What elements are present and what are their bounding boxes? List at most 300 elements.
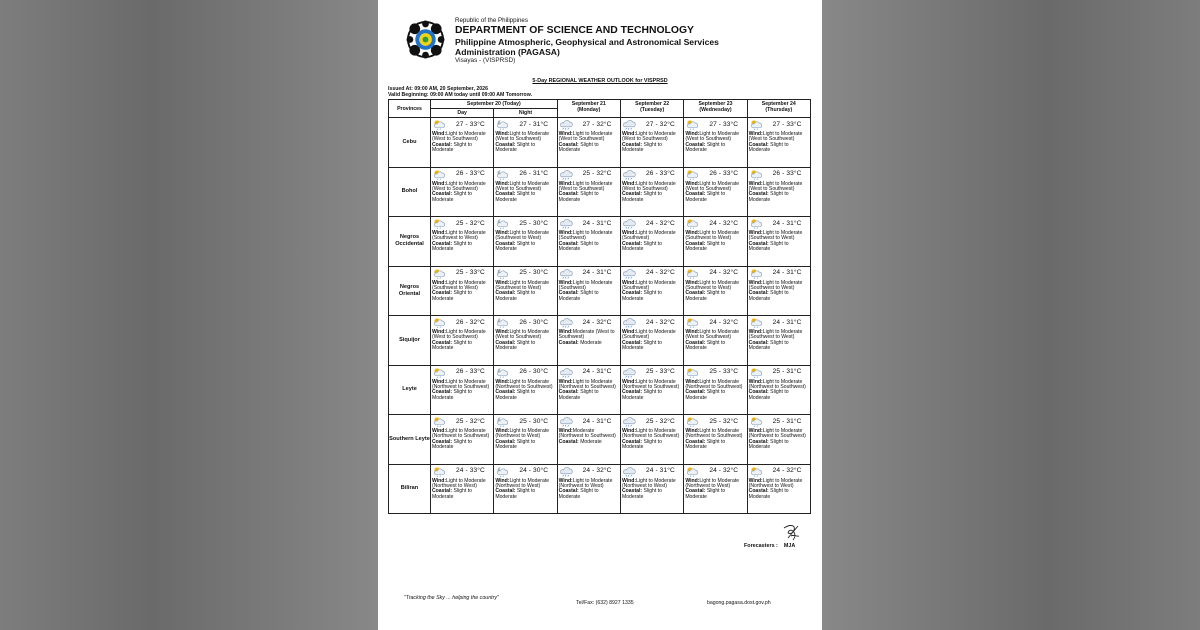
forecast-cell-day-1	[557, 316, 620, 366]
rain-cloud-icon	[622, 169, 636, 180]
forecast-cell-night	[494, 316, 557, 366]
coastal-value: Slight to Moderate	[432, 488, 472, 500]
wind-value: Light to Moderate (Northwest to West)	[685, 477, 740, 489]
coastal-label: Coastal:	[432, 290, 453, 297]
coastal-text	[559, 192, 619, 203]
wind-value: Light to Moderate (West to Southwest)	[685, 329, 740, 341]
forecast-cell-day-2	[620, 415, 683, 465]
agency-name-line1: Philippine Atmospheric, Geophysical and Astronomical Services	[455, 37, 719, 47]
province-name: Negros Oriental	[389, 266, 431, 316]
coastal-label: Coastal:	[748, 438, 769, 445]
wind-label: Wind:	[621, 477, 637, 484]
rain-cloud-icon	[622, 416, 636, 427]
date-header-3	[684, 100, 747, 118]
forecast-cell-day	[431, 365, 494, 415]
wind-value: Light to Moderate (Northwest to West)	[621, 477, 676, 489]
temperature-range: 27 - 33°C	[772, 120, 802, 128]
wind-label: Wind:	[685, 477, 700, 484]
partly-cloudy-rain-icon	[749, 317, 763, 328]
forecast-cell-day-4	[747, 217, 810, 267]
wind-value: Light to Moderate (Southwest to West)	[432, 279, 486, 291]
partly-cloudy-rain-icon	[749, 218, 763, 229]
coastal-value: Slight to Moderate	[685, 290, 726, 302]
wind-label: Wind:	[495, 378, 510, 385]
wind-value: Light to Moderate (Southwest to West)	[748, 329, 803, 341]
rain-cloud-icon	[622, 317, 636, 328]
table-row	[389, 118, 811, 168]
wind-label: Wind:	[621, 180, 637, 187]
temperature-range: 26 - 32°C	[456, 318, 485, 326]
coastal-text	[559, 390, 619, 401]
forecast-cell-day-4	[747, 167, 810, 217]
coastal-text	[685, 341, 745, 352]
forecast-cell-day-2	[620, 266, 683, 316]
coastal-value: Slight to Moderate	[495, 191, 536, 203]
coastal-label: Coastal:	[495, 339, 516, 346]
wind-value: Light to Moderate (Northwest to Southwest)	[621, 378, 680, 390]
forecast-cell-day-1	[557, 266, 620, 316]
coastal-label: Coastal:	[558, 141, 579, 148]
coastal-text	[432, 192, 492, 203]
temperature-range: 26 - 33°C	[709, 170, 739, 178]
wind-label: Wind:	[495, 329, 510, 335]
wind-value: Light to Moderate (Southwest to West)	[432, 230, 486, 242]
partly-cloudy-rain-icon	[749, 268, 763, 279]
partly-cloudy-rain-icon	[432, 218, 446, 229]
partly-cloudy-rain-icon	[432, 119, 446, 130]
coastal-value: Slight to Moderate	[748, 240, 789, 253]
coastal-text	[559, 242, 619, 253]
coastal-label: Coastal:	[685, 240, 706, 247]
department-name: DEPARTMENT OF SCIENCE AND TECHNOLOGY	[455, 25, 694, 36]
coastal-value: Slight to Moderate	[621, 438, 662, 451]
wind-label: Wind:	[685, 378, 700, 385]
rain-cloud-icon	[559, 169, 573, 180]
coastal-label: Coastal:	[621, 141, 643, 148]
weekday-label: (Wednesday)	[699, 107, 732, 113]
coastal-label: Coastal:	[495, 191, 516, 198]
partly-cloudy-rain-icon	[749, 169, 763, 180]
wind-value: Light to Moderate (Northwest to West)	[495, 477, 550, 489]
temperature-range: 24 - 31°C	[582, 417, 612, 425]
temperature-range: 24 - 32°C	[645, 269, 675, 277]
temperature-range: 24 - 31°C	[772, 219, 802, 227]
coastal-value: Moderate	[580, 438, 602, 445]
forecast-cell-day-3	[684, 118, 747, 168]
agency-name-line2: Administration (PAGASA)	[455, 47, 560, 57]
coastal-value: Slight to Moderate	[621, 191, 662, 203]
coastal-label: Coastal:	[685, 488, 706, 495]
wind-value: Light to Moderate (West to Southwest)	[685, 131, 740, 143]
coastal-label: Coastal:	[432, 339, 453, 346]
temperature-range: 27 - 33°C	[456, 120, 485, 128]
temperature-range: 24 - 32°C	[709, 467, 739, 475]
coastal-value: Slight to Moderate	[748, 438, 789, 451]
coastal-value: Slight to Moderate	[558, 290, 599, 302]
province-name: Cebu	[389, 118, 431, 168]
rain-cloud-icon	[622, 119, 636, 130]
forecast-cell-day-4	[747, 266, 810, 316]
wind-label: Wind:	[495, 477, 510, 484]
wind-label: Wind:	[558, 428, 573, 434]
coastal-value: Slight to Moderate	[748, 141, 789, 154]
coastal-label: Coastal:	[558, 339, 579, 346]
coastal-label: Coastal:	[621, 438, 643, 445]
coastal-label: Coastal:	[621, 240, 643, 247]
wind-value: Light to Moderate (Southwest)	[621, 329, 676, 341]
temperature-range: 24 - 31°C	[582, 219, 612, 227]
night-rain-icon	[495, 119, 509, 130]
valid-beginning: Valid Beginning: 09:00 AM today until 09:00 AM Tomorrow.	[388, 92, 533, 99]
coastal-text	[559, 291, 619, 302]
wind-value: Light to Moderate (Northwest to Southwest)	[621, 428, 680, 440]
wind-value: Light to Moderate (Northwest to West)	[748, 477, 803, 489]
temperature-range: 27 - 32°C	[645, 120, 675, 128]
coastal-text	[685, 192, 745, 203]
wind-label: Wind:	[495, 131, 510, 137]
coastal-value: Slight to Moderate	[685, 389, 726, 401]
forecast-cell-day-4	[747, 316, 810, 366]
wind-value: Light to Moderate (Southwest to West)	[495, 279, 550, 291]
forecast-cell-night	[494, 464, 557, 514]
wind-label: Wind:	[748, 329, 763, 335]
document-page	[378, 0, 822, 630]
coastal-value: Slight to Moderate	[495, 141, 536, 154]
coastal-label: Coastal:	[558, 240, 579, 247]
signature-mark	[780, 522, 802, 544]
wind-value: Light to Moderate (Northwest to Southwest)	[432, 378, 490, 390]
coastal-text	[685, 242, 745, 253]
wind-label: Wind:	[558, 329, 573, 335]
coastal-label: Coastal:	[748, 488, 769, 495]
coastal-label: Coastal:	[495, 240, 516, 247]
wind-label: Wind:	[432, 131, 447, 137]
temperature-range: 25 - 31°C	[772, 417, 802, 425]
coastal-value: Slight to Moderate	[621, 141, 662, 154]
coastal-value: Slight to Moderate	[432, 191, 472, 203]
forecast-cell-night	[494, 266, 557, 316]
wind-label: Wind:	[432, 180, 447, 187]
coastal-text	[495, 390, 555, 401]
temperature-range: 26 - 33°C	[456, 170, 485, 178]
forecast-cell-day-3	[684, 266, 747, 316]
forecast-cell-day-1	[557, 464, 620, 514]
date-label: September 24	[761, 101, 796, 107]
wind-value: Light to Moderate (Southwest)	[621, 230, 676, 242]
coastal-value: Slight to Moderate	[432, 339, 472, 352]
partly-cloudy-rain-icon	[432, 317, 446, 328]
coastal-text	[622, 242, 682, 253]
forecast-cell-day-4	[747, 365, 810, 415]
coastal-text	[749, 242, 809, 253]
weather-outlook-table	[388, 99, 811, 514]
coastal-text	[495, 440, 555, 451]
temperature-range: 24 - 31°C	[582, 269, 612, 277]
coastal-text	[749, 341, 809, 352]
table-row	[389, 415, 811, 465]
temperature-range: 25 - 33°C	[709, 368, 739, 376]
wind-label: Wind:	[685, 428, 700, 434]
weekday-label: (Thursday)	[765, 107, 793, 113]
coastal-value: Slight to Moderate	[748, 290, 789, 302]
partly-cloudy-rain-icon	[749, 416, 763, 427]
date-header-2	[620, 100, 683, 118]
wind-label: Wind:	[432, 279, 447, 286]
coastal-text	[622, 192, 682, 203]
forecast-cell-night	[494, 167, 557, 217]
partly-cloudy-rain-icon	[685, 268, 699, 279]
wind-label: Wind:	[685, 131, 700, 137]
forecast-cell-night	[494, 118, 557, 168]
coastal-value: Slight to Moderate	[748, 389, 789, 401]
province-name: Siquijor	[389, 316, 431, 366]
wind-value: Light to Moderate (Northwest to Southwest)	[432, 428, 490, 440]
wind-value: Light to Moderate (Southwest to West)	[685, 230, 740, 242]
wind-value: Light to Moderate (Northwest to Southwest)	[748, 428, 806, 440]
temperature-range: 24 - 32°C	[582, 467, 612, 475]
today-date: September 20 (Today)	[466, 101, 521, 107]
wind-value: Light to Moderate (Southwest)	[558, 230, 613, 242]
coastal-value: Slight to Moderate	[495, 240, 536, 253]
rain-cloud-icon	[622, 466, 636, 477]
wind-label: Wind:	[558, 378, 573, 385]
wind-label: Wind:	[432, 428, 447, 434]
temperature-range: 24 - 32°C	[772, 467, 802, 475]
province-name: Biliran	[389, 464, 431, 514]
coastal-text	[495, 489, 555, 500]
coastal-value: Slight to Moderate	[495, 488, 536, 500]
wind-label: Wind:	[685, 230, 700, 236]
temperature-range: 26 - 33°C	[645, 170, 675, 178]
coastal-text	[432, 143, 492, 154]
region-name: Visayas - (VISPRSD)	[455, 57, 516, 64]
night-rain-icon	[495, 367, 509, 378]
wind-label: Wind:	[621, 131, 637, 137]
temperature-range: 26 - 30°C	[519, 318, 549, 326]
wind-value: Light to Moderate (West to Southwest)	[495, 329, 550, 341]
coastal-text	[749, 489, 809, 500]
forecast-cell-day	[431, 415, 494, 465]
wind-label: Wind:	[558, 131, 573, 137]
temperature-range: 24 - 30°C	[519, 467, 549, 475]
rain-cloud-icon	[559, 218, 573, 229]
wind-value: Light to Moderate (West to Southwest)	[432, 329, 486, 341]
date-label: September 23	[698, 101, 733, 107]
forecast-cell-night	[494, 217, 557, 267]
coastal-label: Coastal:	[495, 438, 516, 445]
wind-label: Wind:	[558, 279, 573, 286]
partly-cloudy-rain-icon	[685, 169, 699, 180]
coastal-label: Coastal:	[748, 389, 769, 396]
coastal-text	[749, 390, 809, 401]
temperature-range: 25 - 33°C	[456, 269, 485, 277]
coastal-value: Slight to Moderate	[621, 290, 662, 302]
temperature-range: 25 - 32°C	[456, 417, 485, 425]
coastal-text	[432, 390, 492, 401]
date-label: September 21	[571, 101, 606, 107]
wind-value: Light to Moderate (Northwest to Southwest)	[748, 378, 806, 390]
temperature-range: 24 - 32°C	[709, 219, 739, 227]
wind-value: Light to Moderate (Northwest to Southwest)	[495, 378, 553, 390]
issue-info	[388, 86, 532, 99]
coastal-text	[685, 390, 745, 401]
partly-cloudy-rain-icon	[432, 169, 446, 180]
wind-value: Light to Moderate (Southwest to West)	[495, 230, 550, 242]
forecast-cell-day-2	[620, 167, 683, 217]
temperature-range: 24 - 32°C	[709, 269, 739, 277]
wind-value: Light to Moderate (Southwest to West)	[685, 279, 740, 291]
coastal-text	[622, 390, 682, 401]
partly-cloudy-rain-icon	[432, 416, 446, 427]
table-row	[389, 266, 811, 316]
partly-cloudy-rain-icon	[685, 317, 699, 328]
pagasa-logo-icon	[406, 20, 445, 59]
temperature-range: 24 - 32°C	[645, 318, 675, 326]
temperature-range: 25 - 31°C	[772, 368, 802, 376]
table-row	[389, 316, 811, 366]
forecast-cell-day-1	[557, 415, 620, 465]
coastal-text	[432, 489, 492, 500]
coastal-text	[622, 341, 682, 352]
temperature-range: 27 - 33°C	[709, 120, 739, 128]
wind-label: Wind:	[685, 329, 700, 335]
partly-cloudy-rain-icon	[685, 466, 699, 477]
forecast-cell-day-2	[620, 217, 683, 267]
temperature-range: 27 - 31°C	[519, 120, 549, 128]
coastal-text	[622, 291, 682, 302]
backdrop-right	[822, 0, 1200, 630]
wind-value: Light to Moderate (Northwest to West)	[558, 477, 613, 489]
coastal-label: Coastal:	[558, 438, 579, 445]
partly-cloudy-rain-icon	[685, 416, 699, 427]
wind-label: Wind:	[748, 477, 763, 484]
wind-label: Wind:	[621, 329, 637, 335]
coastal-value: Slight to Moderate	[621, 389, 662, 401]
temperature-range: 24 - 33°C	[456, 467, 485, 475]
coastal-label: Coastal:	[621, 191, 643, 198]
wind-value: Light to Moderate (Northwest to Southwest)	[685, 378, 743, 390]
coastal-value: Slight to Moderate	[685, 339, 726, 352]
coastal-text	[622, 489, 682, 500]
partly-cloudy-rain-icon	[685, 367, 699, 378]
coastal-value: Slight to Moderate	[558, 141, 599, 154]
coastal-text	[685, 440, 745, 451]
coastal-value: Slight to Moderate	[432, 141, 472, 154]
coastal-label: Coastal:	[685, 141, 706, 148]
coastal-text	[432, 341, 492, 352]
wind-value: Moderate (West to Southwest)	[558, 329, 615, 341]
coastal-value: Moderate	[580, 339, 602, 346]
coastal-value: Slight to Moderate	[685, 488, 726, 500]
wind-value: Light to Moderate (West to Southwest)	[432, 131, 486, 143]
wind-value: Light to Moderate (West to Southwest)	[495, 180, 550, 192]
partly-cloudy-rain-icon	[749, 367, 763, 378]
coastal-value: Slight to Moderate	[495, 290, 536, 302]
coastal-value: Slight to Moderate	[432, 240, 472, 253]
forecast-cell-day-1	[557, 167, 620, 217]
coastal-label: Coastal:	[558, 389, 579, 396]
temperature-range: 25 - 33°C	[645, 368, 675, 376]
temperature-range: 24 - 31°C	[772, 318, 802, 326]
coastal-label: Coastal:	[495, 290, 516, 297]
wind-value: Light to Moderate (Southwest to West)	[748, 230, 803, 242]
forecast-cell-day-3	[684, 167, 747, 217]
rain-cloud-icon	[622, 367, 636, 378]
partly-cloudy-rain-icon	[685, 119, 699, 130]
coastal-label: Coastal:	[748, 240, 769, 247]
forecast-cell-night	[494, 415, 557, 465]
coastal-label: Coastal:	[495, 389, 516, 396]
coastal-label: Coastal:	[748, 290, 769, 297]
night-rain-icon	[495, 466, 509, 477]
coastal-text	[495, 341, 555, 352]
forecast-cell-day-3	[684, 365, 747, 415]
wind-label: Wind:	[621, 279, 637, 286]
temperature-range: 26 - 33°C	[772, 170, 802, 178]
coastal-text	[432, 440, 492, 451]
wind-label: Wind:	[432, 329, 447, 335]
wind-label: Wind:	[621, 378, 637, 385]
coastal-label: Coastal:	[558, 290, 579, 297]
forecast-cell-day	[431, 217, 494, 267]
coastal-text	[495, 192, 555, 203]
night-rain-icon	[495, 218, 509, 229]
coastal-label: Coastal:	[748, 339, 769, 346]
forecast-cell-day-3	[684, 464, 747, 514]
wind-label: Wind:	[748, 378, 763, 385]
wind-label: Wind:	[558, 477, 573, 484]
wind-label: Wind:	[495, 230, 510, 236]
forecasters-line	[744, 543, 795, 549]
wind-value: Light to Moderate (Northwest to West)	[495, 428, 550, 440]
coastal-label: Coastal:	[432, 240, 453, 247]
coastal-text	[749, 291, 809, 302]
forecast-cell-day-1	[557, 217, 620, 267]
wind-label: Wind:	[495, 279, 510, 286]
date-header-4	[747, 100, 810, 118]
coastal-text	[559, 341, 619, 346]
document-title: 5-Day REGIONAL WEATHER OUTLOOK for VISPRSD	[532, 78, 668, 84]
province-name: Bohol	[389, 167, 431, 217]
coastal-text	[495, 291, 555, 302]
temperature-range: 24 - 31°C	[582, 368, 612, 376]
wind-label: Wind:	[495, 428, 510, 434]
wind-label: Wind:	[495, 180, 510, 187]
coastal-value: Slight to Moderate	[685, 240, 726, 253]
temperature-range: 25 - 32°C	[456, 219, 485, 227]
wind-label: Wind:	[621, 428, 637, 434]
coastal-label: Coastal:	[685, 438, 706, 445]
province-name: Negros Occidental	[389, 217, 431, 267]
forecast-cell-day-1	[557, 118, 620, 168]
weekday-label: (Monday)	[577, 107, 601, 113]
forecaster-initials: MJA	[783, 543, 796, 549]
wind-label: Wind:	[748, 279, 763, 286]
coastal-text	[622, 143, 682, 154]
forecast-cell-day-4	[747, 118, 810, 168]
coastal-value: Slight to Moderate	[495, 339, 536, 352]
coastal-label: Coastal:	[685, 191, 706, 198]
temperature-range: 24 - 31°C	[772, 269, 802, 277]
coastal-value: Slight to Moderate	[495, 389, 536, 401]
night-rain-icon	[495, 416, 509, 427]
forecast-cell-day-2	[620, 464, 683, 514]
forecast-cell-day	[431, 118, 494, 168]
table-row	[389, 365, 811, 415]
partly-cloudy-rain-icon	[432, 466, 446, 477]
wind-label: Wind:	[432, 477, 447, 484]
forecast-cell-day-2	[620, 365, 683, 415]
